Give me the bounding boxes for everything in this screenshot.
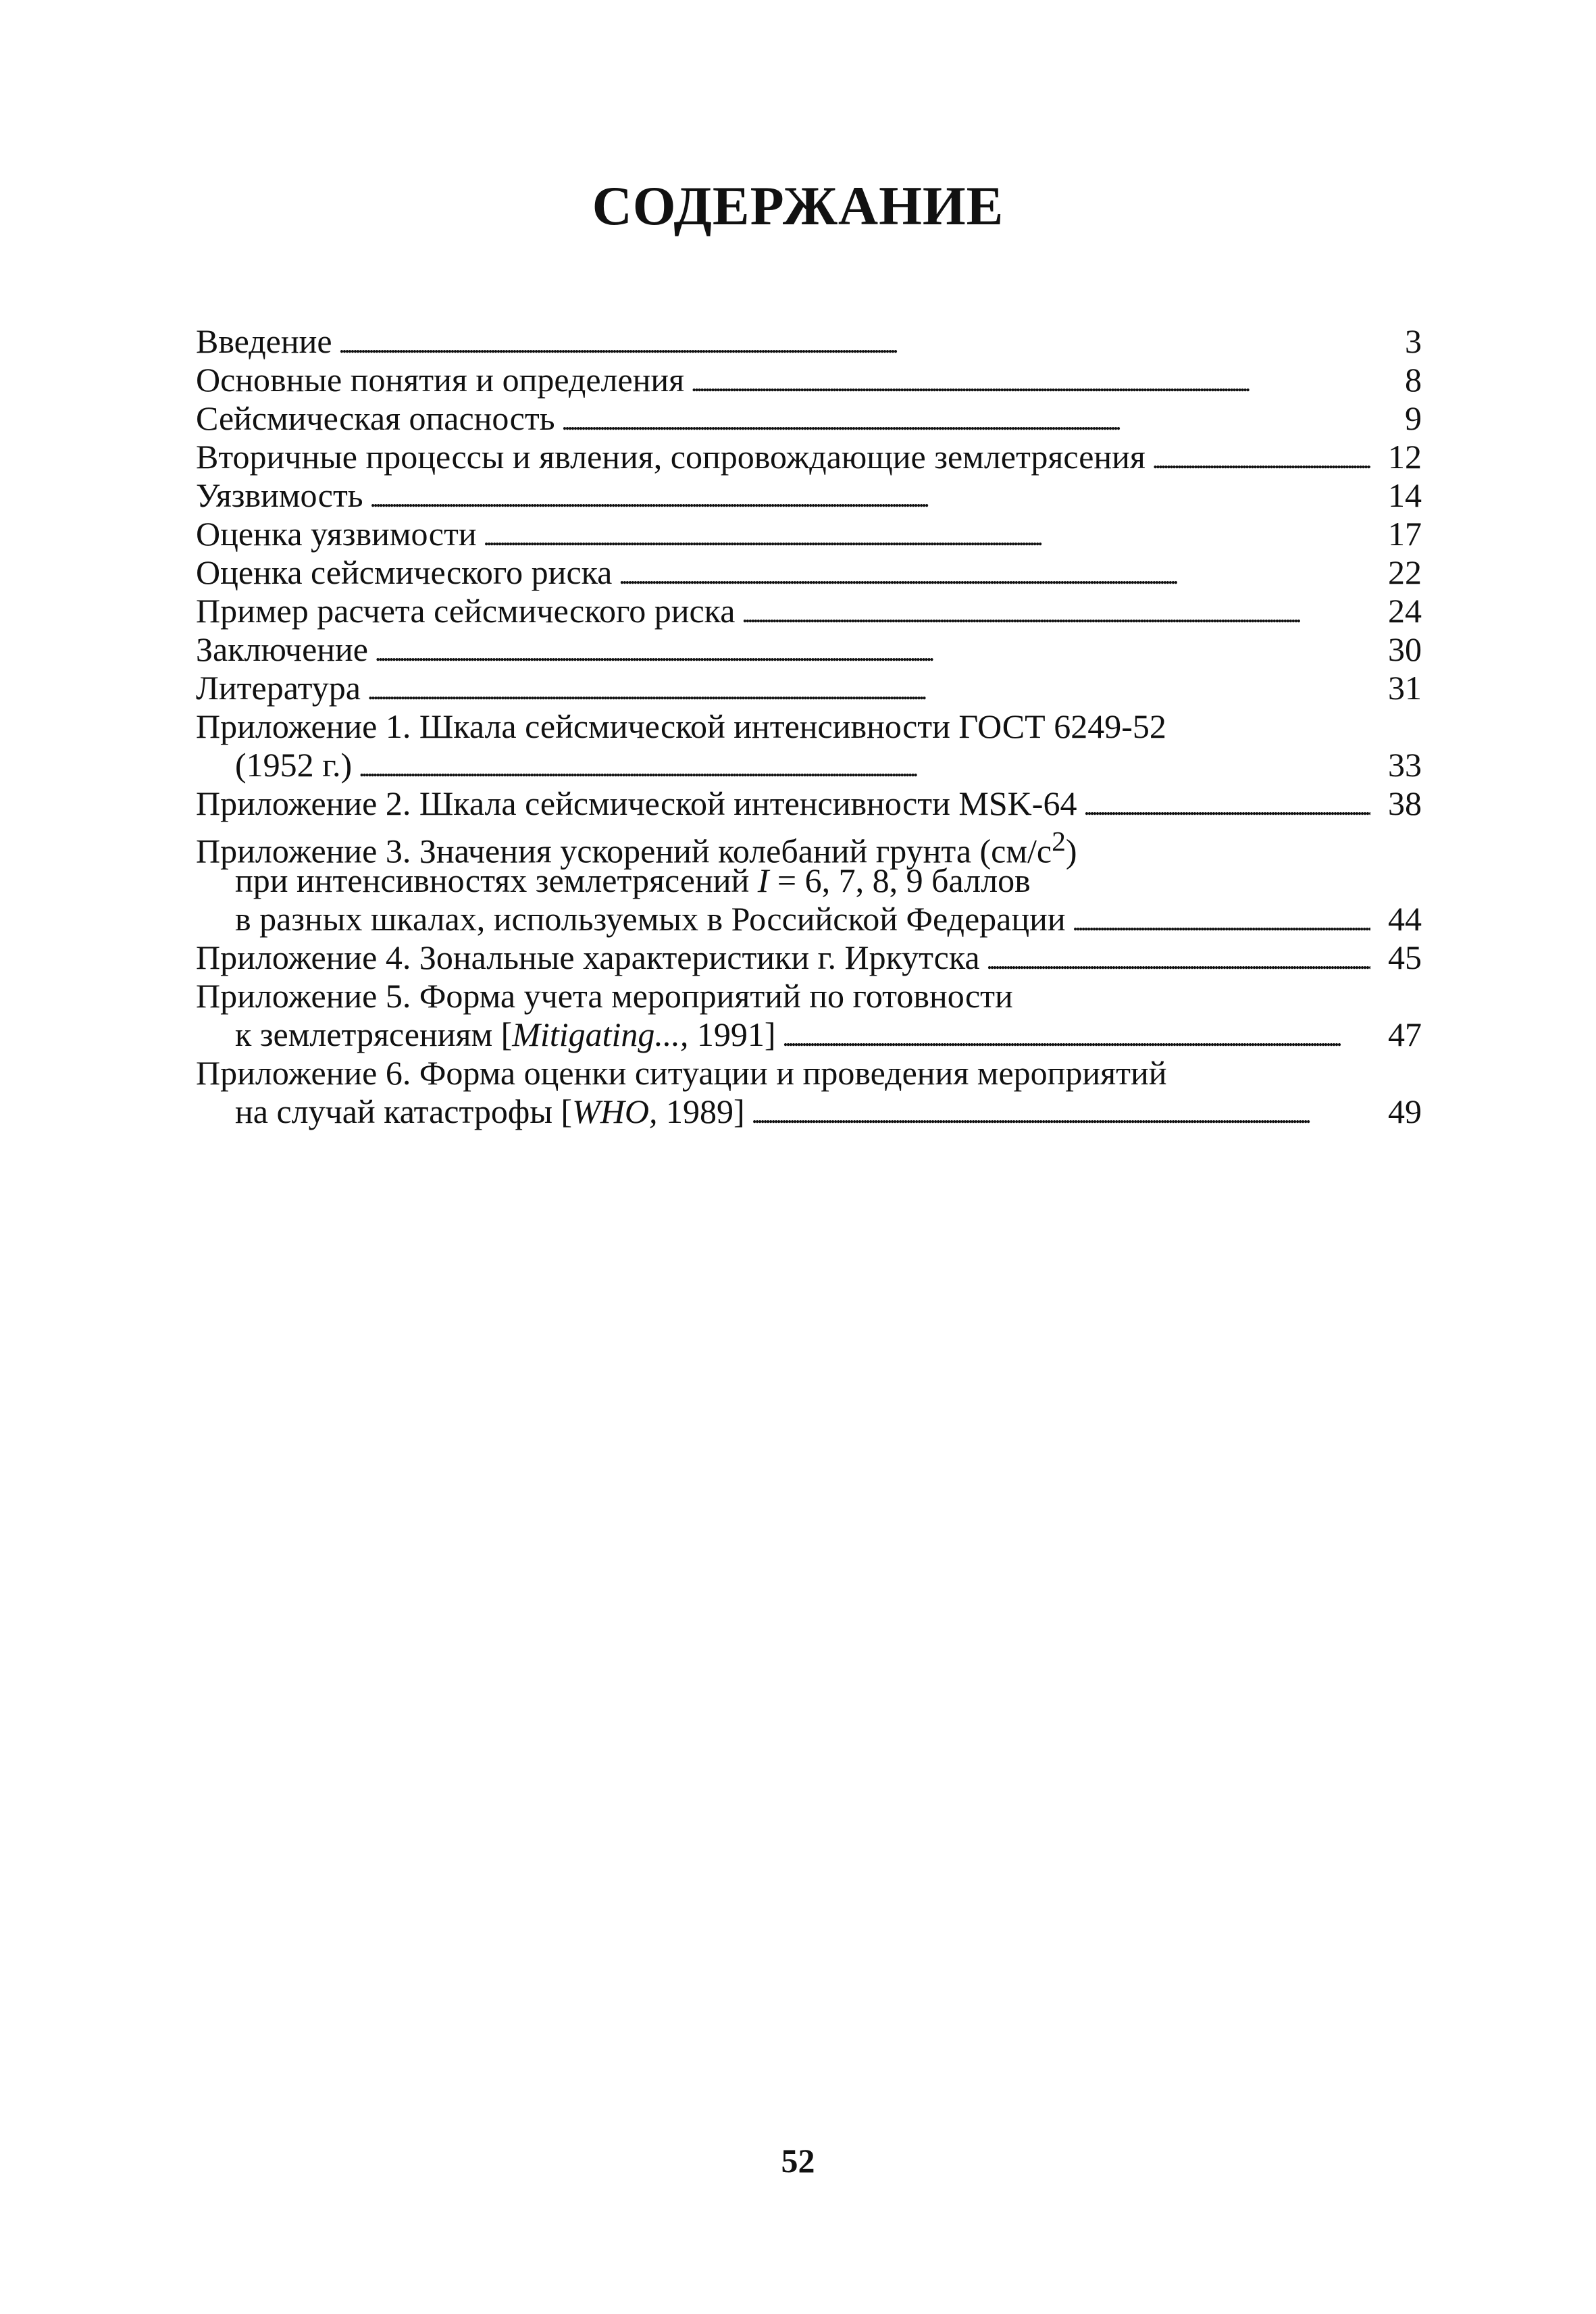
dot-leader xyxy=(359,746,1370,788)
dot-leader xyxy=(691,361,1370,403)
dot-leader xyxy=(783,1015,1370,1057)
toc-page-number: 30 xyxy=(1388,630,1422,668)
toc-page-number: 9 xyxy=(1405,399,1422,437)
toc-entry-text: Вторичные процессы и явления, сопровождающие землетрясения xyxy=(196,438,1145,476)
toc-entry-text-continued: (1952 г.) xyxy=(235,746,353,784)
toc-entry-text-continued: в разных шкалах, используемых в Российской Федерации xyxy=(235,900,1066,938)
toc-entry-concepts xyxy=(196,361,1422,399)
toc-page-number: 12 xyxy=(1388,438,1422,476)
toc-page-number: 24 xyxy=(1388,592,1422,630)
toc-entry-text: Литература xyxy=(196,669,361,707)
toc-page-number: 44 xyxy=(1388,900,1422,938)
toc-entry-text: Уязвимость xyxy=(196,476,363,514)
toc-entry-text: Заключение xyxy=(196,630,368,668)
dot-leader xyxy=(1152,438,1370,480)
toc-page-number: 47 xyxy=(1388,1015,1422,1053)
dot-leader xyxy=(619,553,1370,595)
page-title: СОДЕРЖАНИЕ xyxy=(592,175,1004,236)
toc-entry-intro xyxy=(196,322,1422,361)
toc-entry-text: Пример расчета сейсмического риска xyxy=(196,592,736,630)
toc-entry-vuln-assessment xyxy=(196,515,1422,553)
toc-entry-appendix-1 xyxy=(196,707,1422,784)
toc-entry-conclusion xyxy=(196,630,1422,669)
dot-leader xyxy=(987,938,1370,980)
toc-page-number: 38 xyxy=(1388,784,1422,822)
toc-entry-risk-assessment xyxy=(196,553,1422,592)
toc-entry-text: Приложение 4. Зональные характеристики г. Иркутска xyxy=(196,938,980,976)
dot-leader xyxy=(484,515,1370,557)
dot-leader xyxy=(752,1092,1370,1134)
toc-entry-text: Приложение 5. Форма учета мероприятий по готовности xyxy=(196,977,1013,1015)
toc-entry-appendix-4 xyxy=(196,938,1422,977)
toc-entry-text: Основные понятия и определения xyxy=(196,361,685,399)
toc-entry-text: Приложение 1. Шкала сейсмической интенсивности ГОСТ 6249-52 xyxy=(196,707,1166,745)
toc-entry-appendix-5 xyxy=(196,977,1422,1054)
toc-entry-text: Введение xyxy=(196,322,332,360)
toc-entry-text-continued: при интенсивностях землетрясений I = 6, 7, 8, 9 баллов xyxy=(235,861,1031,899)
dot-leader xyxy=(339,322,1370,364)
dot-leader xyxy=(742,592,1370,634)
table-of-contents xyxy=(196,322,1422,1131)
toc-entry-text: Сейсмическая опасность xyxy=(196,399,555,437)
toc-page-number: 3 xyxy=(1405,322,1422,360)
toc-page-number: 45 xyxy=(1388,938,1422,976)
toc-page-number: 31 xyxy=(1388,669,1422,707)
toc-entry-literature xyxy=(196,669,1422,707)
dot-leader xyxy=(562,399,1371,441)
toc-entry-vulnerability xyxy=(196,476,1422,515)
toc-entry-secondary xyxy=(196,438,1422,476)
toc-page-number: 8 xyxy=(1405,361,1422,399)
toc-entry-text: Оценка уязвимости xyxy=(196,515,477,553)
dot-leader xyxy=(1073,900,1370,942)
toc-page-number: 14 xyxy=(1388,476,1422,514)
toc-entry-text: Приложение 6. Форма оценки ситуации и проведения мероприятий xyxy=(196,1054,1167,1092)
toc-entry-text: Приложение 3. Значения ускорений колебаний грунта $(см/с^2)$ xyxy=(196,826,1077,870)
toc-entry-appendix-3 xyxy=(196,823,1422,938)
toc-entry-risk-example xyxy=(196,592,1422,630)
dot-leader xyxy=(370,476,1370,518)
toc-entry-text-continued: на случай катастрофы [WHO, 1989] xyxy=(235,1092,745,1130)
toc-page-number: 22 xyxy=(1388,553,1422,591)
dot-leader xyxy=(1083,784,1370,826)
toc-entry-appendix-6 xyxy=(196,1054,1422,1131)
dot-leader xyxy=(375,630,1370,672)
toc-entry-text: Оценка сейсмического риска xyxy=(196,553,613,591)
toc-page-number: 17 xyxy=(1388,515,1422,553)
toc-page-number: 49 xyxy=(1388,1092,1422,1130)
toc-entry-hazard xyxy=(196,399,1422,438)
toc-entry-text: Приложение 2. Шкала сейсмической интенсивности MSK-64 xyxy=(196,784,1077,822)
toc-entry-appendix-2 xyxy=(196,784,1422,823)
toc-page-number: 33 xyxy=(1388,746,1422,784)
toc-entry-text-continued: к землетрясениям [Mitigating..., 1991] xyxy=(235,1015,776,1053)
dot-leader xyxy=(367,669,1370,711)
page-number: 52 xyxy=(781,2142,815,2180)
